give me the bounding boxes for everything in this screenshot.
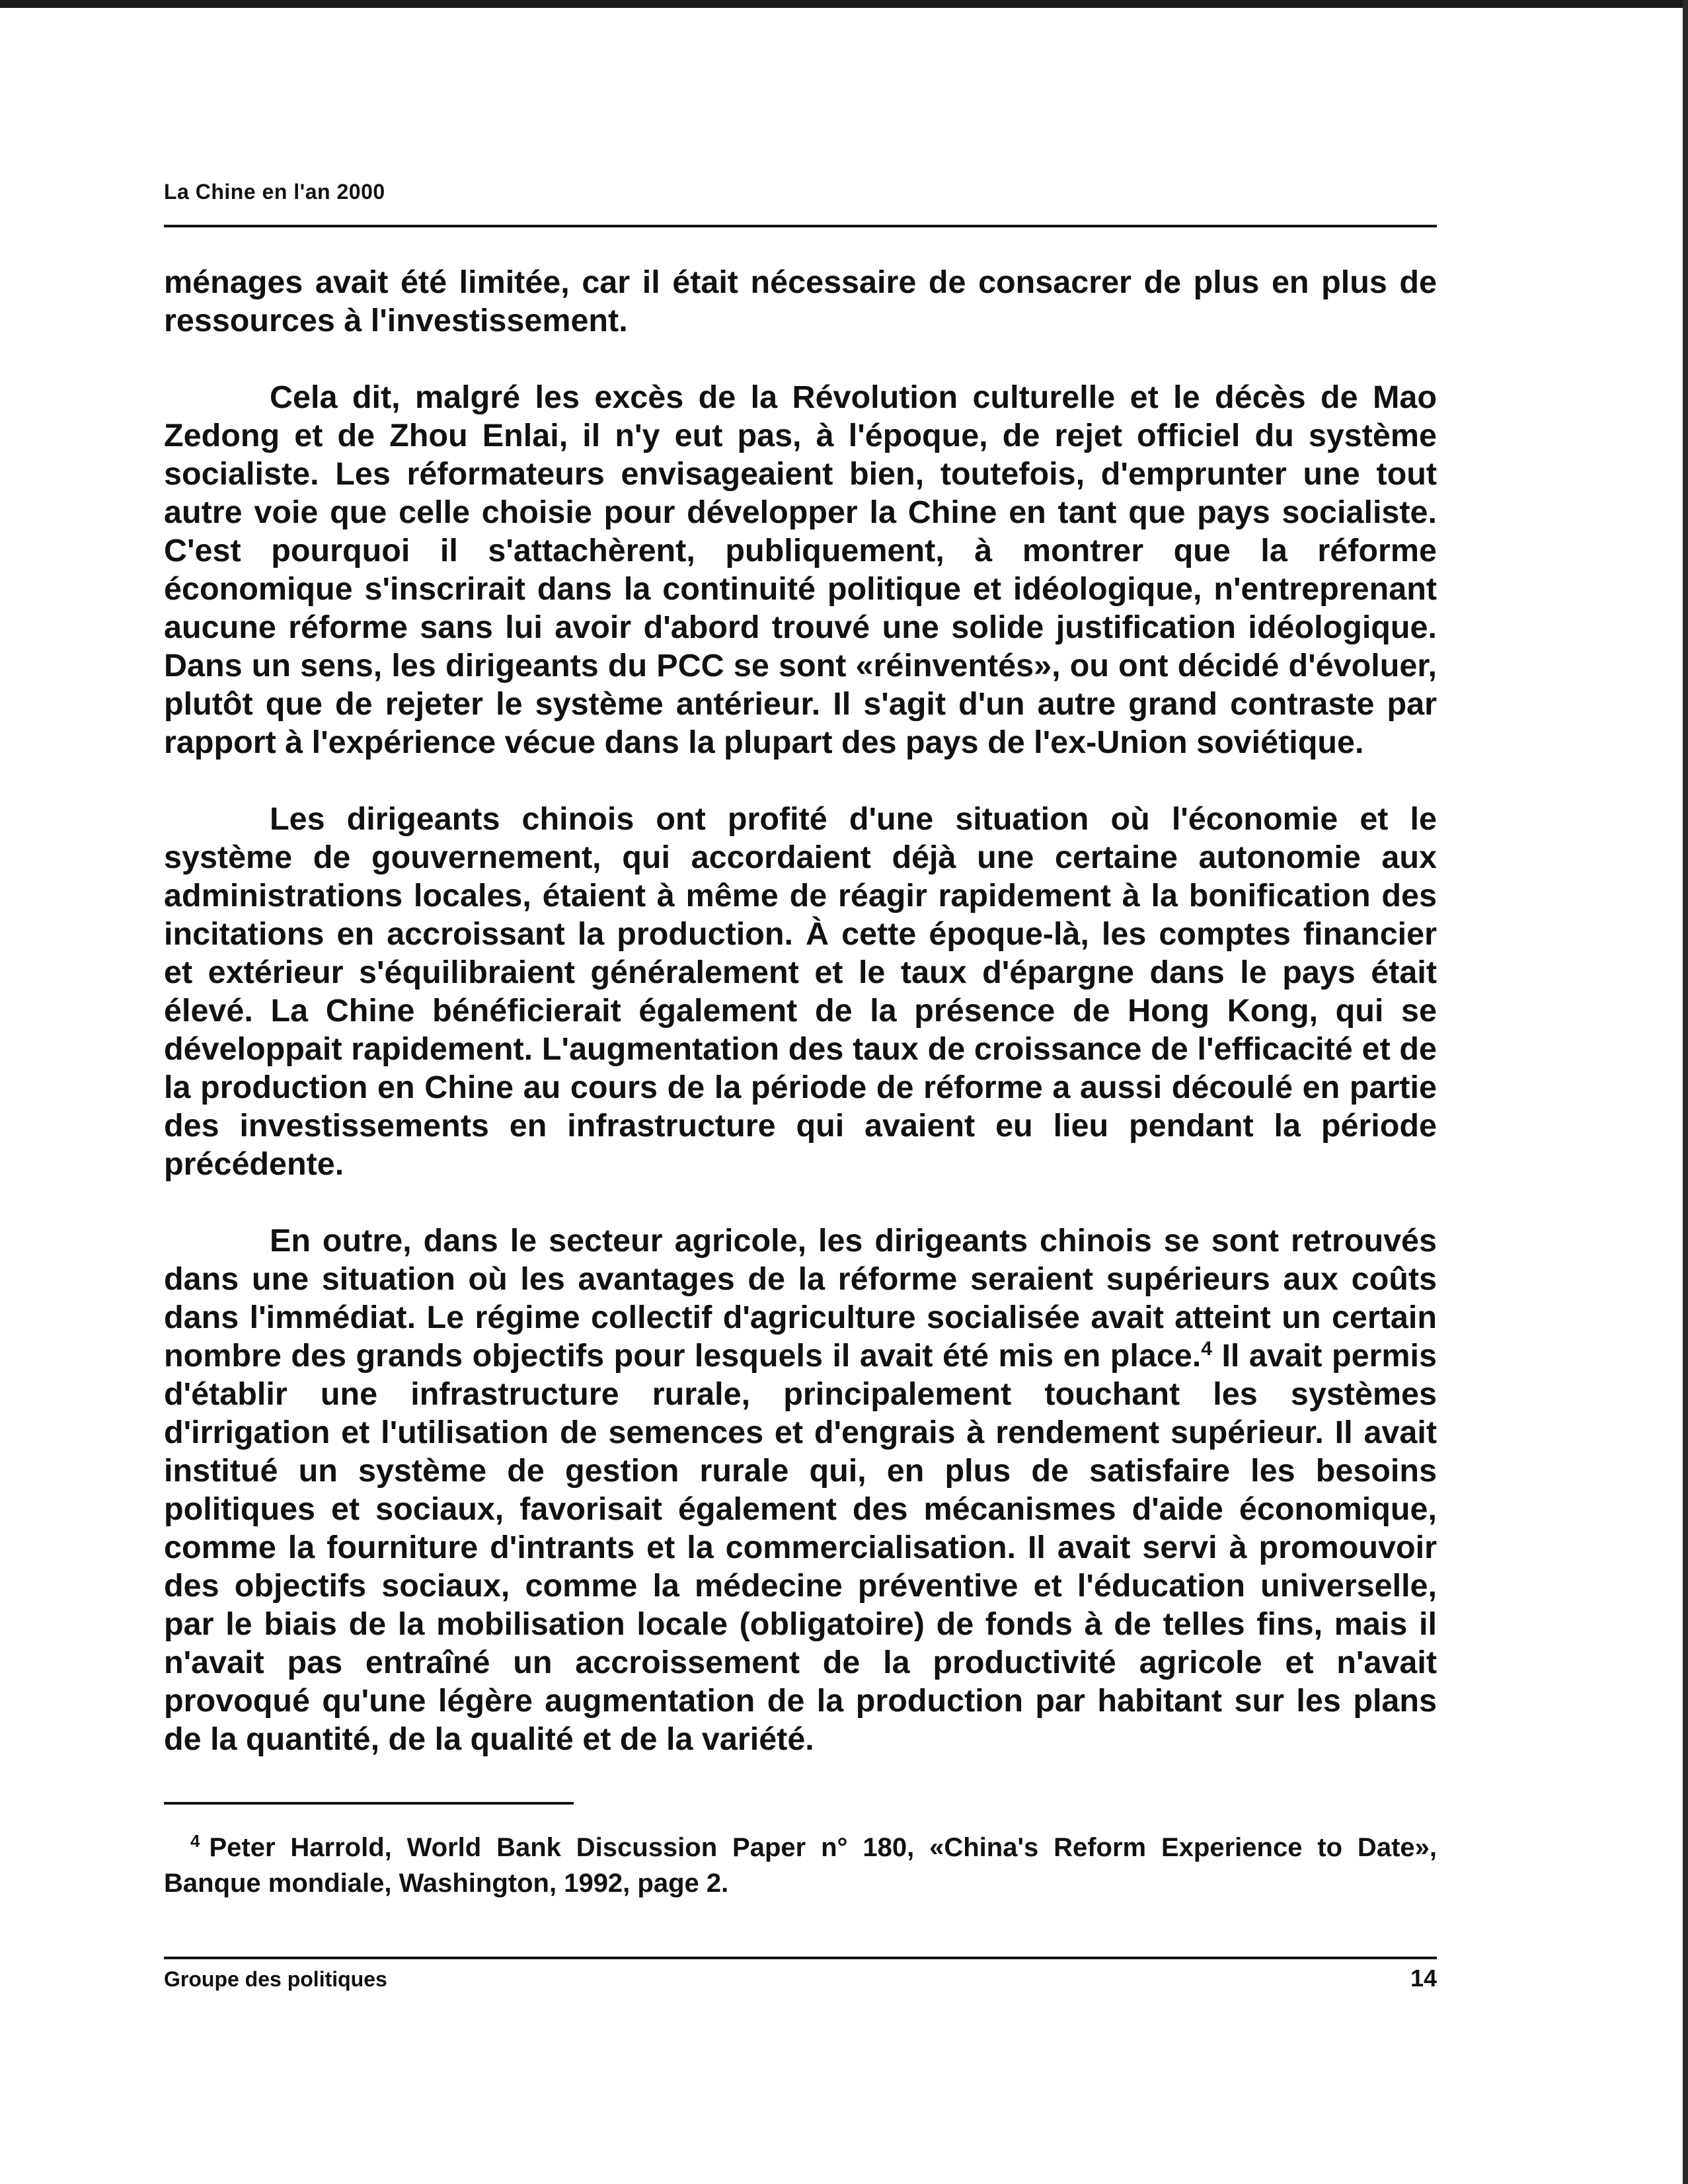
paragraph-3: Les dirigeants chinois ont profité d'une situation où l'économie et le système de gouvernement, qui accordaient déjà une certaine autonomie aux administrations locales, étaient à même de réagir rapidement à la bonification des incitations en accroissant la production. À cette époque-là, les comptes financier et extérieur s'équilibraient généralement et le taux d'épargne dans le pays était élevé. La Chine bénéficierait également de la présence de Hong Kong, qui se développait rapidement. L'augmentation des taux de croissance de l'efficacité et de la production en Chine au cours de la période de réforme a aussi découlé en partie des investissements en infrastructure qui avaient eu lieu pendant la période précédente. <box>164 801 1437 1182</box>
footnote-reference[interactable]: 4 <box>1201 1337 1212 1360</box>
footer-organization: Groupe des politiques <box>164 1967 387 1991</box>
paragraph-4-part-1: En outre, dans le secteur agricole, les dirigeants chinois se sont retrouvés dans une situation où les avantages de la réforme seraient supérieurs aux coûts dans l'immédiat. Le régime collectif d'agriculture socialisée avait atteint un certain nombre des grands objectifs pour lesquels il avait été mis en place. <box>164 1223 1437 1374</box>
page-number: 14 <box>1410 1965 1437 1992</box>
paragraph-1: ménages avait été limitée, car il était nécessaire de consacrer de plus en plus de ressources à l'investissement. <box>164 264 1437 338</box>
footnote-number: 4 <box>190 1830 200 1851</box>
running-header: La Chine en l'an 2000 <box>164 180 385 204</box>
header-rule <box>164 225 1437 227</box>
paragraph-4 <box>164 1222 1437 1758</box>
body-text <box>164 263 1437 1758</box>
footnote <box>164 1830 1437 1901</box>
footnote-text: Peter Harrold, World Bank Discussion Paper n° 180, «China's Reform Experience to Date», Banque mondiale, Washington, 1992, page 2. <box>164 1833 1437 1898</box>
scan-right-border <box>1683 0 1688 2184</box>
footer-rule <box>164 1957 1437 1959</box>
paragraph-2: Cela dit, malgré les excès de la Révolution culturelle et le décès de Mao Zedong et de Zhou Enlai, il n'y eut pas, à l'époque, de rejet officiel du système socialiste. Les réformateurs envisageaient bien, toutefois, d'emprunter une tout autre voie que celle choisie pour développer la Chine en tant que pays socialiste. C'est pourquoi il s'attachèrent, publiquement, à montrer que la réforme économique s'inscrirait dans la continuité politique et idéologique, n'entreprenant aucune réforme sans lui avoir d'abord trouvé une solide justification idéologique. Dans un sens, les dirigeants du PCC se sont «réinventés», ou ont décidé d'évoluer, plutôt que de rejeter le système antérieur. Il s'agit d'un autre grand contraste par rapport à l'expérience vécue dans la plupart des pays de l'ex-Union soviétique. <box>164 379 1437 760</box>
footnote-separator <box>164 1802 574 1805</box>
paragraph-4-part-2: Il avait permis d'établir une infrastructure rurale, principalement touchant les systèmes d'irrigation et l'utilisation de semences et d'engrais à rendement supérieur. Il avait institué un système de gestion rurale qui, en plus de satisfaire les besoins politiques et sociaux, favorisait également des mécanismes d'aide économique, comme la fourniture d'intrants et la commercialisation. Il avait servi à promouvoir des objectifs sociaux, comme la médecine préventive et l'éducation universelle, par le biais de la mobilisation locale (obligatoire) de fonds à de telles fins, mais il n'avait pas entraîné un accroissement de la productivité agricole et n'avait provoqué qu'une légère augmentation de la production par habitant sur les plans de la quantité, de la qualité et de la variété. <box>164 1338 1438 1757</box>
scan-top-border <box>0 0 1688 8</box>
